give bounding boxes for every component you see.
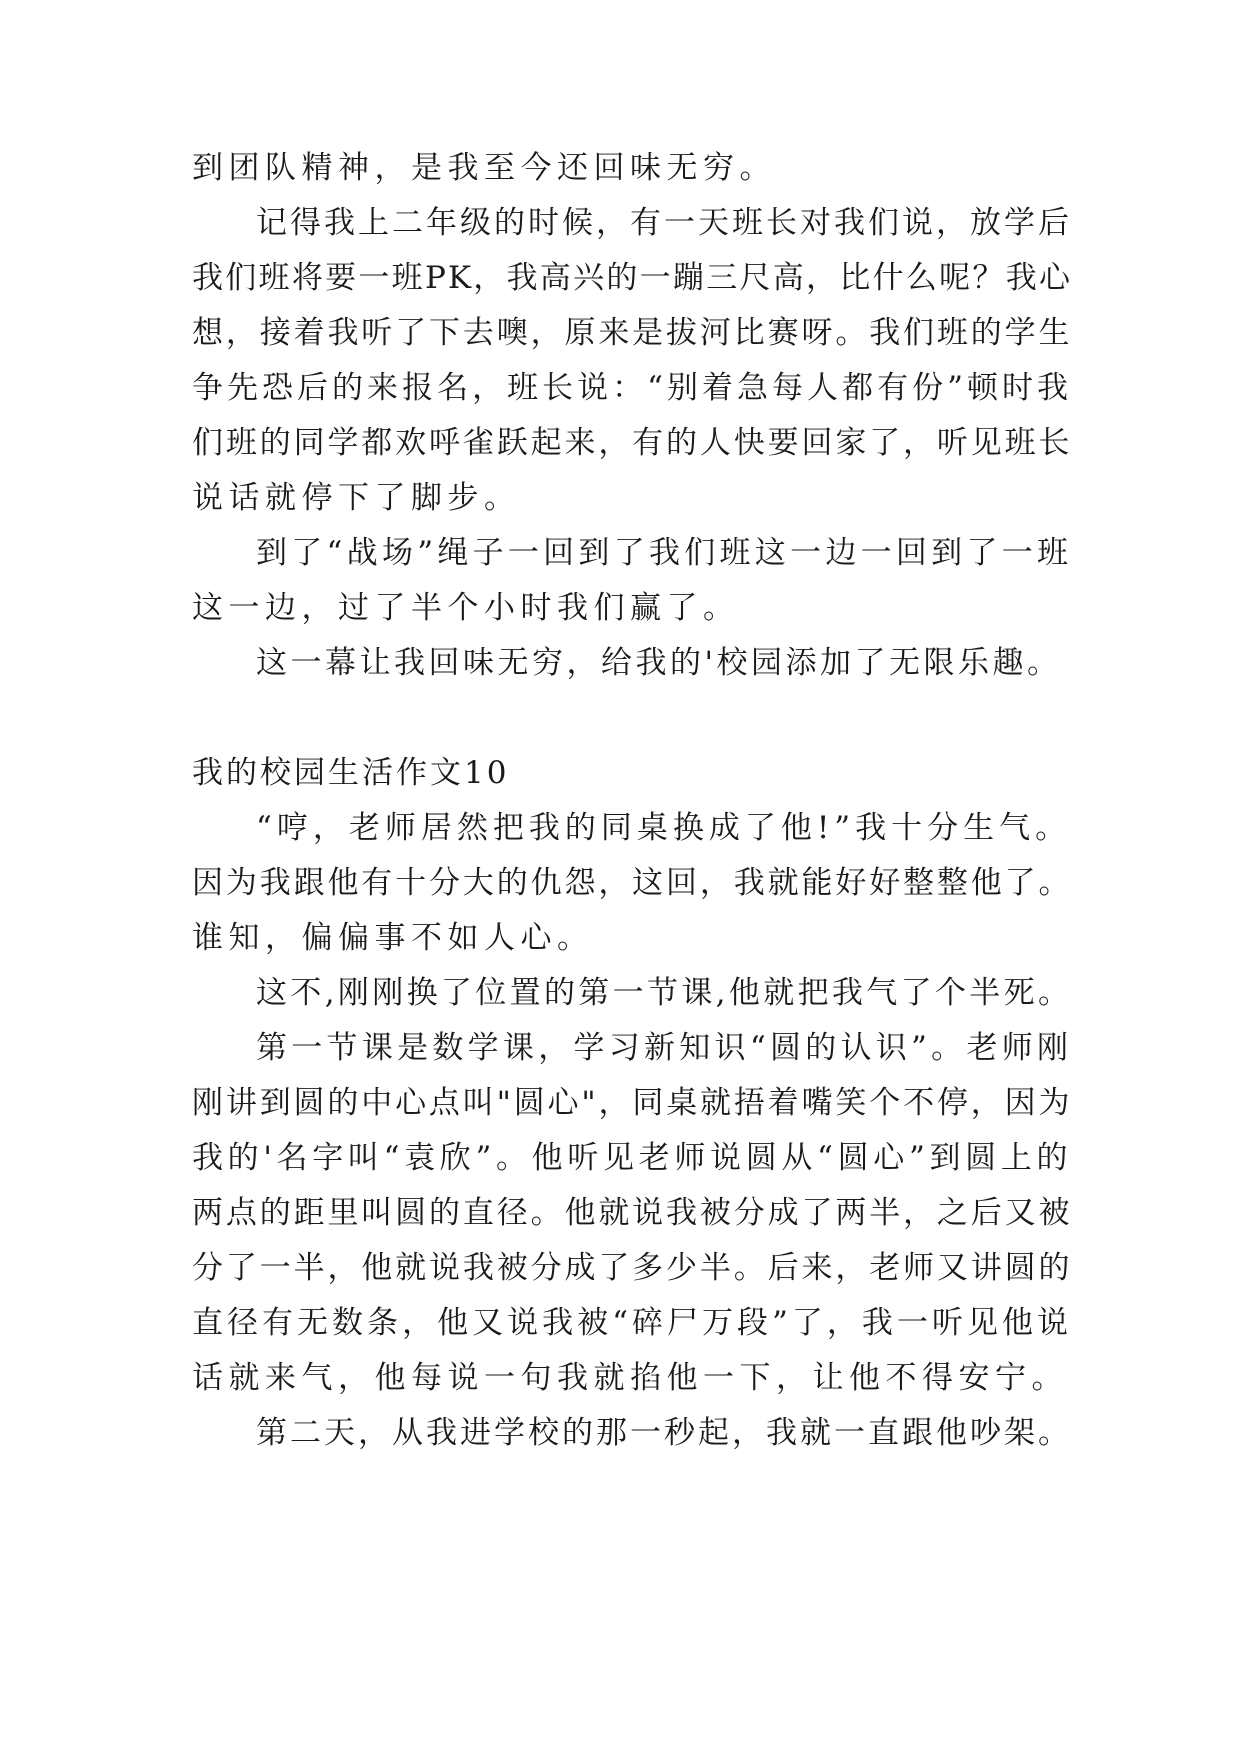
text-line: 我们班将要一班PK，我高兴的一蹦三尺高，比什么呢？我心 — [192, 260, 1072, 296]
text-line: 说话就停下了脚步。 — [192, 480, 521, 516]
text-line: 谁知，偏偏事不如人心。 — [192, 920, 594, 956]
text-line: 记得我上二年级的时候，有一天班长对我们说，放学后 — [256, 205, 1072, 241]
text-line: 因为我跟他有十分大的仇怨，这回，我就能好好整整他了。 — [192, 865, 1072, 901]
text-line: 到了“战场”绳子一回到了我们班这一边一回到了一班 — [256, 535, 1072, 571]
text-line: 到团队精神，是我至今还回味无穷。 — [192, 150, 776, 186]
text-line: 两点的距里叫圆的直径。他就说我被分成了两半，之后又被 — [192, 1195, 1072, 1231]
text-line: 第二天，从我进学校的那一秒起，我就一直跟他吵架。 — [256, 1415, 1072, 1451]
article-heading: 我的校园生活作文10 — [192, 755, 510, 791]
text-line: 第一节课是数学课，学习新知识“圆的认识”。老师刚 — [256, 1030, 1072, 1066]
text-line: 这不,刚刚换了位置的第一节课,他就把我气了个半死。 — [256, 975, 1072, 1011]
text-line: 分了一半，他就说我被分成了多少半。后来，老师又讲圆的 — [192, 1250, 1072, 1286]
text-line: “哼，老师居然把我的同桌换成了他!”我十分生气。 — [256, 810, 1072, 846]
text-line: 话就来气，他每说一句我就掐他一下，让他不得安宁。 — [192, 1360, 1068, 1396]
text-line: 这一边，过了半个小时我们赢了。 — [192, 590, 740, 626]
text-line: 争先恐后的来报名，班长说：“别着急每人都有份”顿时我 — [192, 370, 1072, 406]
text-line: 刚讲到圆的中心点叫"圆心"，同桌就捂着嘴笑个不停，因为 — [192, 1085, 1072, 1121]
text-line: 们班的同学都欢呼雀跃起来，有的人快要回家了，听见班长 — [192, 425, 1072, 461]
text-line: 我的'名字叫“袁欣”。他听见老师说圆从“圆心”到圆上的 — [192, 1140, 1072, 1176]
text-line: 直径有无数条，他又说我被“碎尸万段”了，我一听见他说 — [192, 1305, 1072, 1341]
text-line: 这一幕让我回味无穷，给我的'校园添加了无限乐趣。 — [256, 645, 1062, 681]
text-line: 想，接着我听了下去噢，原来是拔河比赛呀。我们班的学生 — [192, 315, 1072, 351]
